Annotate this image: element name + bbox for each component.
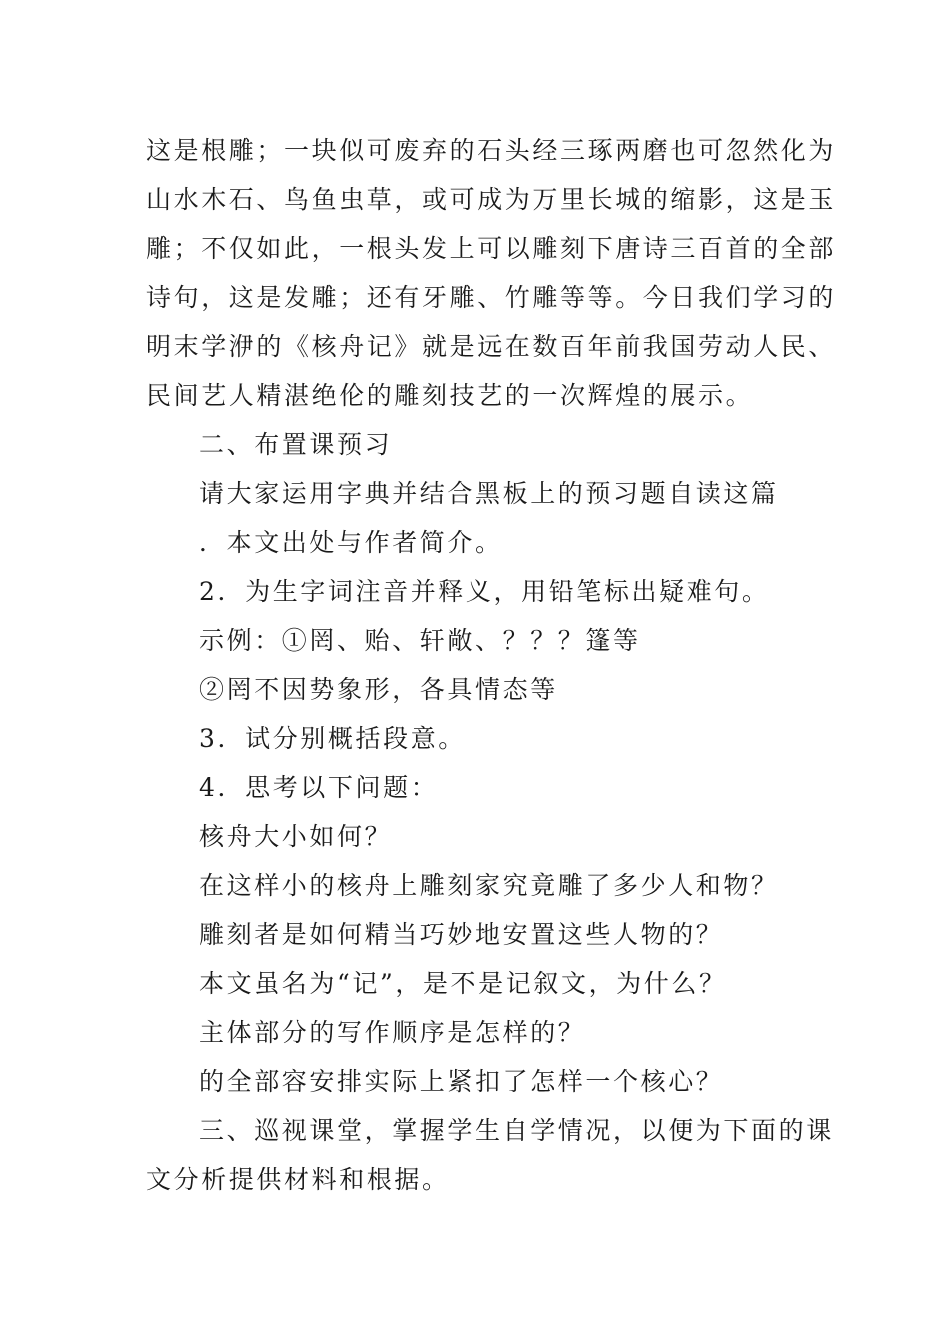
section-heading: 二、布置课预习 <box>199 430 393 459</box>
question-line: 核舟大小如何？ <box>199 822 393 851</box>
list-item: 4．思考以下问题： <box>199 773 439 802</box>
text-line: 请大家运用字典并结合黑板上的预习题自读这篇 <box>199 479 779 508</box>
text-line: 这是根雕；一块似可废弃的石头经三琢两磨也可忽然化为 <box>146 136 837 165</box>
section-heading: 三、巡视课堂，掌握学生自学情况，以便为下面的课 <box>199 1116 834 1145</box>
list-item: 2．为生字词注音并释义，用铅笔标出疑难句。 <box>199 577 770 606</box>
text-line: 诗句，这是发雕；还有牙雕、竹雕等等。今日我们学习的 <box>146 283 837 312</box>
list-item: 3．试分别概括段意。 <box>199 724 466 753</box>
example-line: ②罔不因势象形，各具情态等 <box>199 675 558 704</box>
document-body <box>146 126 837 1204</box>
question-line: 本文虽名为“记”，是不是记叙文，为什么？ <box>199 969 727 998</box>
text-line: 民间艺人精湛绝伦的雕刻技艺的一次辉煌的展示。 <box>146 381 754 410</box>
text-line: 雕；不仅如此，一根头发上可以雕刻下唐诗三百首的全部 <box>146 234 837 263</box>
question-line: 主体部分的写作顺序是怎样的？ <box>199 1018 586 1047</box>
text-line: 明末学洢的《核舟记》就是远在数百年前我国劳动人民、 <box>146 332 837 361</box>
list-item: ．本文出处与作者简介。 <box>199 528 503 557</box>
example-line: 示例：①罔、贻、轩敞、？？？篷等 <box>199 626 641 655</box>
text-line: 文分析提供材料和根据。 <box>146 1165 450 1194</box>
question-line: 雕刻者是如何精当巧妙地安置这些人物的？ <box>199 920 724 949</box>
question-line: 的全部容安排实际上紧扣了怎样一个核心？ <box>199 1067 724 1096</box>
question-line: 在这样小的核舟上雕刻家究竟雕了多少人和物？ <box>199 871 779 900</box>
text-line: 山水木石、鸟鱼虫草，或可成为万里长城的缩影，这是玉 <box>146 185 837 214</box>
